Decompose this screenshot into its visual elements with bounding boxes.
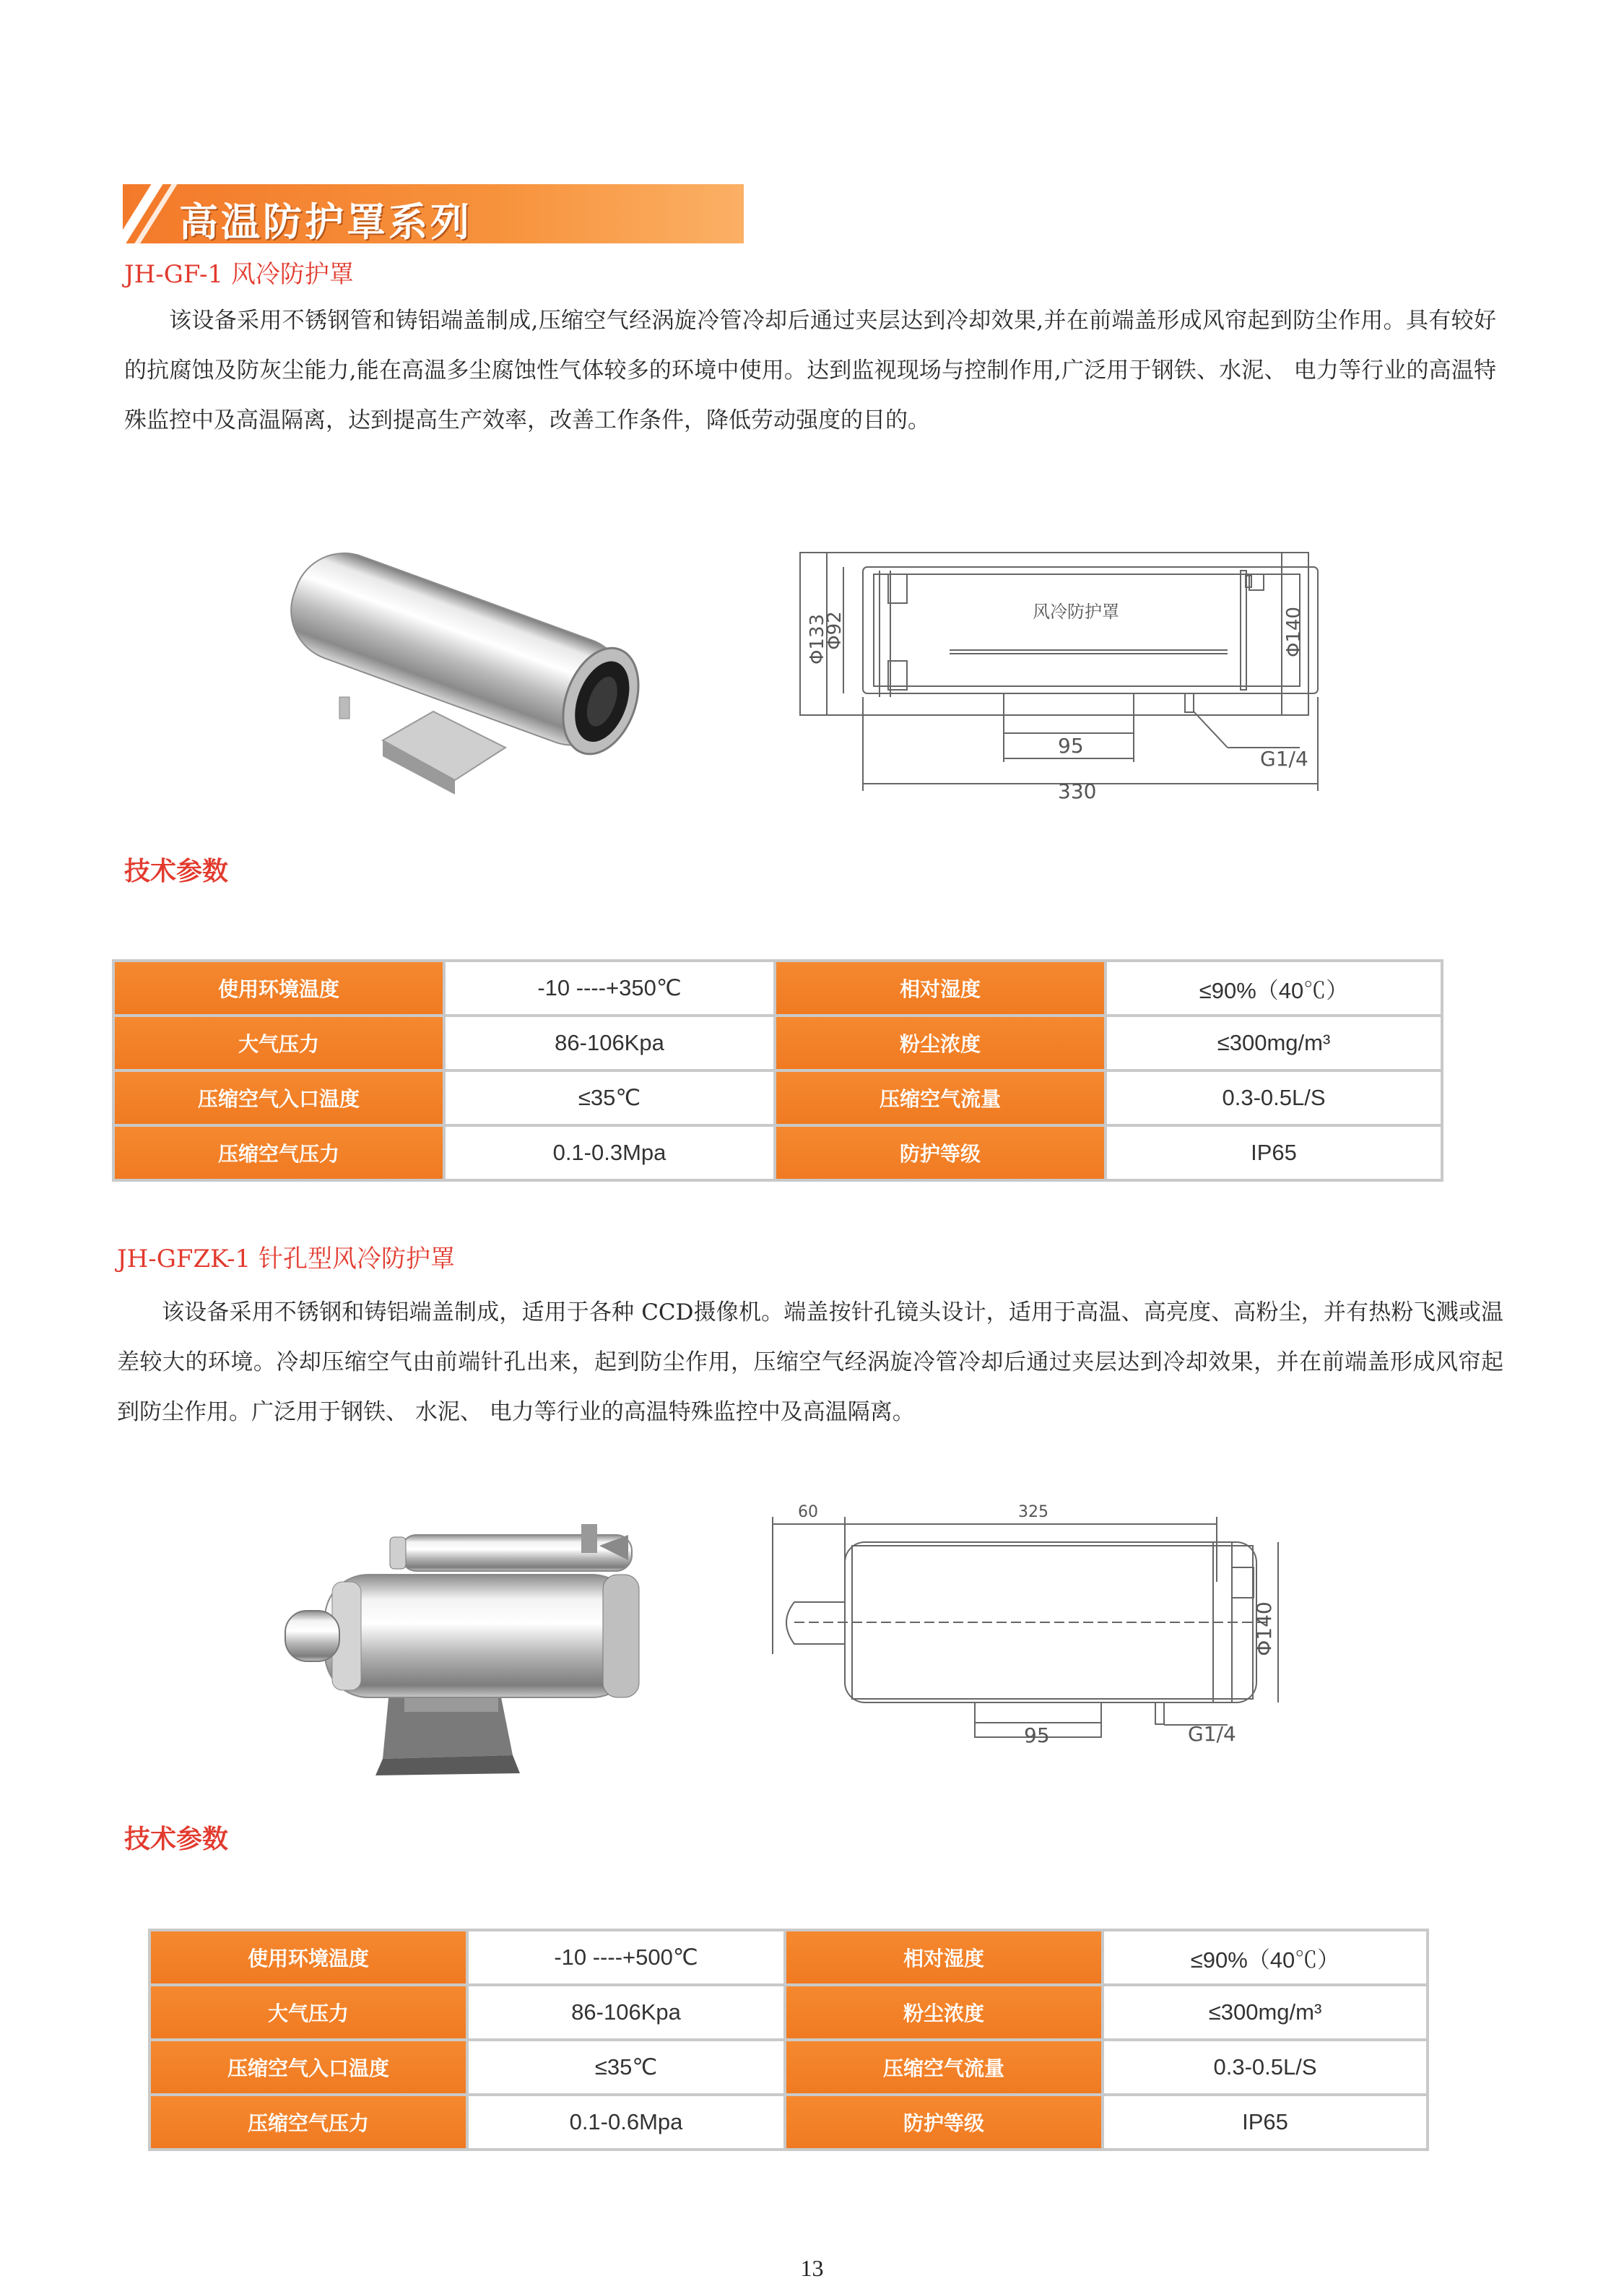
spec-row [149, 1985, 1428, 2040]
spec-value: 0.1-0.6Mpa [467, 2095, 785, 2150]
spec-key: 使用环境温度 [113, 961, 444, 1016]
spec-row [113, 1016, 1442, 1070]
spec-row [149, 2095, 1428, 2150]
drawing1-dim-95: 95 [1058, 734, 1084, 758]
spec-key: 大气压力 [113, 1016, 444, 1070]
spec-value: IP65 [1106, 1125, 1442, 1180]
drawing2-thread: G1/4 [1188, 1722, 1236, 1746]
drawing1-dim-330: 330 [1058, 779, 1097, 802]
spec-key: 压缩空气压力 [113, 1125, 444, 1180]
spec-row [149, 2040, 1428, 2095]
spec-key: 相对湿度 [775, 961, 1106, 1016]
product2-photo [282, 1474, 672, 1784]
page-number: 13 [800, 2255, 824, 2281]
product1-spec-table [112, 959, 1443, 1182]
spec-key: 压缩空气流量 [785, 2040, 1103, 2095]
product2-heading: JH-GFZK-1 针孔型风冷防护罩 [117, 1245, 455, 1273]
product2-spec-heading: 技术参数 [124, 1825, 229, 1854]
spec-key: 相对湿度 [785, 1930, 1103, 1985]
spec-value: -10 ----+500℃ [467, 1930, 785, 1985]
drawing1-thread: G1/4 [1260, 747, 1308, 771]
drawing2-dim-325: 325 [1018, 1503, 1048, 1521]
drawing1-dim-140: Φ140 [1283, 606, 1305, 658]
drawing1-label: 风冷防护罩 [1033, 602, 1119, 622]
spec-key: 使用环境温度 [149, 1930, 467, 1985]
spec-key: 压缩空气流量 [775, 1070, 1106, 1125]
drawing1-dim-92: Φ92 [824, 611, 846, 650]
drawing2-dim-60: 60 [798, 1503, 818, 1521]
spec-value: ≤90%（40℃） [1106, 961, 1442, 1016]
drawing2-dim-95: 95 [1024, 1723, 1050, 1747]
spec-row [113, 961, 1442, 1016]
spec-key: 大气压力 [149, 1985, 467, 2040]
drawing1-dim-133: Φ133 [807, 613, 828, 665]
spec-value: ≤90%（40℃） [1103, 1930, 1428, 1985]
spec-value: -10 ----+350℃ [444, 961, 775, 1016]
product1-description: 该设备采用不锈钢管和铸铝端盖制成,压缩空气经涡旋冷管冷却后通过夹层达到冷却效果,并在前端盖形成风帘起到防尘作用。具有较好的抗腐蚀及防灰尘能力,能在高温多尘腐蚀性气体较多的环境中使用。达到监视现场与控制作用,广泛用于钢铁、水泥、 电力等行业的高温特殊监控中及高温隔离，达到提高生产效率，改善工作条件，降低劳动强度的目的。 [124, 308, 1496, 433]
product1-heading: JH-GF-1 风冷防护罩 [124, 260, 354, 289]
spec-value: 0.3-0.5L/S [1103, 2040, 1428, 2095]
spec-value: 0.1-0.3Mpa [444, 1125, 775, 1180]
spec-value: IP65 [1103, 2095, 1428, 2150]
spec-row [149, 1930, 1428, 1985]
spec-row [113, 1125, 1442, 1180]
product2-dimension-drawing [765, 1495, 1300, 1748]
spec-key: 压缩空气入口温度 [149, 2040, 467, 2095]
section-title: 高温防护罩系列 [179, 199, 472, 243]
spec-key: 粉尘浓度 [775, 1016, 1106, 1070]
product1-dimension-drawing [794, 545, 1321, 802]
spec-key: 压缩空气压力 [149, 2095, 467, 2150]
spec-row [113, 1070, 1442, 1125]
product2-description: 该设备采用不锈钢和铸铝端盖制成，适用于各种 CCD摄像机。端盖按针孔镜头设计，适用于高温、高亮度、高粉尘，并有热粉飞溅或温差较大的环境。冷却压缩空气由前端针孔出来，起到防尘作用，压缩空气经涡旋冷管冷却后通过夹层达到冷却效果，并在前端盖形成风帘起到防尘作用。广泛用于钢铁、 水泥、 电力等行业的高温特殊监控中及高温隔离。 [117, 1299, 1503, 1425]
section-banner [123, 184, 744, 243]
product2-spec-table [148, 1929, 1429, 2151]
spec-value: ≤300mg/m³ [1103, 1985, 1428, 2040]
spec-key: 粉尘浓度 [785, 1985, 1103, 2040]
spec-value: 86-106Kpa [467, 1985, 785, 2040]
drawing2-dim-140: Φ140 [1252, 1601, 1276, 1656]
spec-key: 防护等级 [775, 1125, 1106, 1180]
spec-value: 86-106Kpa [444, 1016, 775, 1070]
product1-spec-heading: 技术参数 [124, 857, 229, 886]
spec-value: ≤35℃ [467, 2040, 785, 2095]
spec-key: 防护等级 [785, 2095, 1103, 2150]
spec-key: 压缩空气入口温度 [113, 1070, 444, 1125]
spec-value: ≤35℃ [444, 1070, 775, 1125]
product1-photo [267, 531, 686, 805]
spec-value: ≤300mg/m³ [1106, 1016, 1442, 1070]
spec-value: 0.3-0.5L/S [1106, 1070, 1442, 1125]
